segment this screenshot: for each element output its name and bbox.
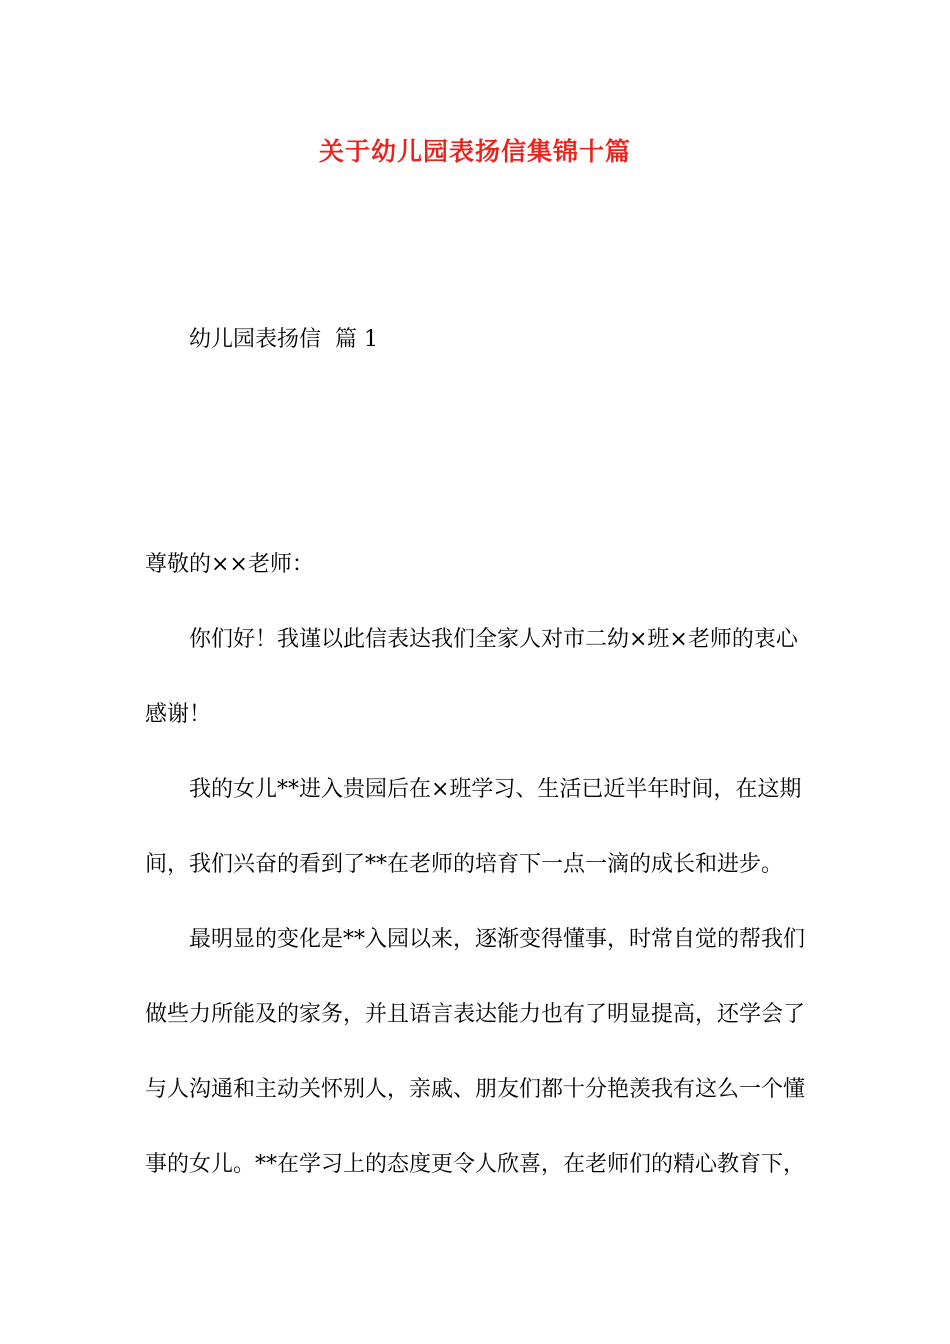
body-line: 间，我们兴奋的看到了**在老师的培育下一点一滴的成长和进步。 <box>145 852 784 877</box>
body-line: 做些力所能及的家务，并且语言表达能力也有了明显提高，还学会了 <box>145 1002 806 1027</box>
document-title: 关于幼儿园表扬信集锦十篇 <box>318 137 631 166</box>
body-line: 与人沟通和主动关怀别人，亲戚、朋友们都十分艳羡我有这么一个懂 <box>145 1077 806 1102</box>
section-heading: 幼儿园表扬信 篇 1 <box>189 327 378 352</box>
body-line: 感谢！ <box>145 702 212 727</box>
body-line: 最明显的变化是**入园以来，逐渐变得懂事，时常自觉的帮我们 <box>189 927 806 952</box>
body-line: 你们好！我谨以此信表达我们全家人对市二幼×班×老师的衷心 <box>189 627 798 652</box>
body-line: 我的女儿**进入贵园后在×班学习、生活已近半年时间，在这期 <box>189 777 802 802</box>
body-line: 事的女儿。**在学习上的态度更令人欣喜，在老师们的精心教育下， <box>145 1152 806 1177</box>
letter-salutation: 尊敬的××老师： <box>145 552 314 577</box>
